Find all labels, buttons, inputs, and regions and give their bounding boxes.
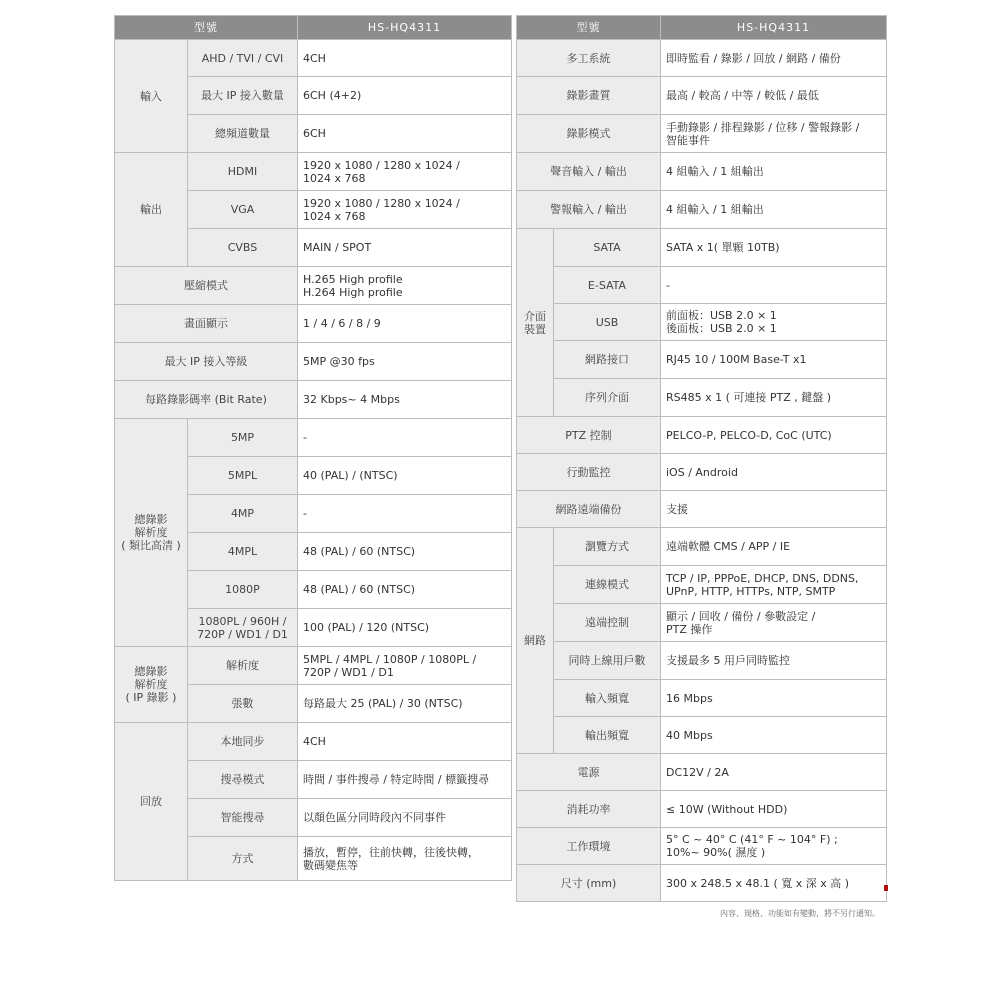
- spec-label: 每路錄影碼率 (Bit Rate): [115, 381, 298, 419]
- table-row: [517, 153, 887, 191]
- spec-category: 輸入: [115, 40, 188, 153]
- spec-category: 網路: [517, 528, 554, 754]
- spec-sublabel: VGA: [188, 191, 298, 229]
- spec-sublabel: 1080PL / 960H / 720P / WD1 / D1: [188, 609, 298, 647]
- spec-value: 4 組輸入 / 1 組輸出: [661, 191, 887, 229]
- spec-label: 最大 IP 接入等級: [115, 343, 298, 381]
- spec-value: TCP / IP, PPPoE, DHCP, DNS, DDNS, UPnP, HTTP, HTTPs, NTP, SMTP: [661, 566, 887, 604]
- spec-value: SATA x 1( 單顆 10TB): [661, 229, 887, 267]
- header-model-value: HS-HQ4311: [661, 16, 887, 40]
- table-row: [115, 305, 512, 343]
- corner-mark: [884, 885, 888, 891]
- table-row: [517, 828, 887, 865]
- spec-category: 總錄影 解析度 ( 類比高清 ): [115, 419, 188, 647]
- spec-table-left: [114, 15, 512, 881]
- header-model-label: 型號: [115, 16, 298, 40]
- spec-sublabel: 瀏覽方式: [554, 528, 661, 566]
- table-row: [115, 343, 512, 381]
- table-row: [517, 604, 887, 642]
- spec-sublabel: HDMI: [188, 153, 298, 191]
- spec-value: RJ45 10 / 100M Base-T x1: [661, 341, 887, 379]
- table-row: [517, 754, 887, 791]
- spec-value: 4CH: [298, 40, 512, 77]
- spec-label: 聲音輸入 / 輸出: [517, 153, 661, 191]
- table-header-row: [115, 16, 512, 40]
- spec-label: 消耗功率: [517, 791, 661, 828]
- spec-value: iOS / Android: [661, 454, 887, 491]
- spec-value: 5° C ~ 40° C (41° F ~ 104° F) ; 10%~ 90%( 濕度 ): [661, 828, 887, 865]
- spec-value: 48 (PAL) / 60 (NTSC): [298, 533, 512, 571]
- spec-value: 即時監看 / 錄影 / 回放 / 網路 / 備份: [661, 40, 887, 77]
- spec-value: 1 / 4 / 6 / 8 / 9: [298, 305, 512, 343]
- table-row: [517, 717, 887, 754]
- spec-value: -: [661, 267, 887, 304]
- spec-value: 遠端軟體 CMS / APP / IE: [661, 528, 887, 566]
- spec-sublabel: 連線模式: [554, 566, 661, 604]
- spec-label: 行動監控: [517, 454, 661, 491]
- header-model-label: 型號: [517, 16, 661, 40]
- table-row: [517, 229, 887, 267]
- table-row: [115, 647, 512, 685]
- table-row: [517, 40, 887, 77]
- spec-sublabel: 遠端控制: [554, 604, 661, 642]
- spec-value: 支援: [661, 491, 887, 528]
- table-row: [517, 680, 887, 717]
- table-row: [517, 304, 887, 341]
- spec-label: 錄影畫質: [517, 77, 661, 115]
- table-row: [115, 723, 512, 761]
- spec-value: 最高 / 較高 / 中等 / 較低 / 最低: [661, 77, 887, 115]
- table-row: [115, 267, 512, 305]
- spec-label: 網路遠端備份: [517, 491, 661, 528]
- spec-sublabel: 4MP: [188, 495, 298, 533]
- table-row: [517, 528, 887, 566]
- spec-sublabel: 網路接口: [554, 341, 661, 379]
- spec-label: 錄影模式: [517, 115, 661, 153]
- spec-label: 多工系統: [517, 40, 661, 77]
- spec-sublabel: 同時上線用戶數: [554, 642, 661, 680]
- spec-value: -: [298, 495, 512, 533]
- table-row: [517, 341, 887, 379]
- table-row: [517, 791, 887, 828]
- spec-sublabel: 方式: [188, 837, 298, 881]
- table-row: [517, 115, 887, 153]
- spec-sublabel: 輸入頻寬: [554, 680, 661, 717]
- spec-value: 播放，暫停，往前快轉，往後快轉， 數碼變焦等: [298, 837, 512, 881]
- table-row: [115, 381, 512, 419]
- spec-sublabel: 5MP: [188, 419, 298, 457]
- spec-sublabel: 本地同步: [188, 723, 298, 761]
- spec-table-right: [516, 15, 887, 902]
- spec-sublabel: E-SATA: [554, 267, 661, 304]
- spec-value: 前面板：USB 2.0 × 1 後面板：USB 2.0 × 1: [661, 304, 887, 341]
- spec-sublabel: USB: [554, 304, 661, 341]
- spec-sublabel: SATA: [554, 229, 661, 267]
- spec-value: 6CH (4+2): [298, 77, 512, 115]
- spec-value: DC12V / 2A: [661, 754, 887, 791]
- spec-value: 48 (PAL) / 60 (NTSC): [298, 571, 512, 609]
- table-row: [517, 865, 887, 902]
- spec-value: 6CH: [298, 115, 512, 153]
- spec-value: H.265 High profile H.264 High profile: [298, 267, 512, 305]
- spec-label: 電源: [517, 754, 661, 791]
- spec-value: 1920 x 1080 / 1280 x 1024 / 1024 x 768: [298, 153, 512, 191]
- spec-category: 回放: [115, 723, 188, 881]
- spec-value: MAIN / SPOT: [298, 229, 512, 267]
- spec-sublabel: CVBS: [188, 229, 298, 267]
- table-row: [115, 419, 512, 457]
- spec-sublabel: 總頻道數量: [188, 115, 298, 153]
- spec-sublabel: 1080P: [188, 571, 298, 609]
- spec-sublabel: 4MPL: [188, 533, 298, 571]
- table-row: [517, 191, 887, 229]
- spec-value: 300 x 248.5 x 48.1 ( 寬 x 深 x 高 ): [661, 865, 887, 902]
- spec-value: 40 (PAL) / (NTSC): [298, 457, 512, 495]
- table-row: [517, 267, 887, 304]
- spec-category: 介面 裝置: [517, 229, 554, 417]
- spec-value: -: [298, 419, 512, 457]
- spec-sublabel: 智能搜尋: [188, 799, 298, 837]
- spec-value: PELCO-P, PELCO-D, CoC (UTC): [661, 417, 887, 454]
- spec-label: PTZ 控制: [517, 417, 661, 454]
- spec-value: 4 組輸入 / 1 組輸出: [661, 153, 887, 191]
- spec-category: 輸出: [115, 153, 188, 267]
- spec-value: 32 Kbps~ 4 Mbps: [298, 381, 512, 419]
- spec-label: 尺寸 (mm): [517, 865, 661, 902]
- spec-sublabel: AHD / TVI / CVI: [188, 40, 298, 77]
- table-row: [517, 379, 887, 417]
- spec-sublabel: 序列介面: [554, 379, 661, 417]
- spec-sublabel: 最大 IP 接入數量: [188, 77, 298, 115]
- spec-value: 以顏色區分同時段內不同事件: [298, 799, 512, 837]
- spec-label: 畫面顯示: [115, 305, 298, 343]
- disclaimer-note: 內容、規格、功能如有變動，將不另行通知。: [720, 909, 880, 918]
- spec-value: 5MPL / 4MPL / 1080P / 1080PL / 720P / WD1 / D1: [298, 647, 512, 685]
- spec-category: 總錄影 解析度 ( IP 錄影 ): [115, 647, 188, 723]
- spec-label: 工作環境: [517, 828, 661, 865]
- table-row: [517, 417, 887, 454]
- table-row: [517, 642, 887, 680]
- spec-value: 5MP @30 fps: [298, 343, 512, 381]
- spec-sublabel: 5MPL: [188, 457, 298, 495]
- spec-value: 100 (PAL) / 120 (NTSC): [298, 609, 512, 647]
- spec-value: 時間 / 事件搜尋 / 特定時間 / 標籤搜尋: [298, 761, 512, 799]
- spec-sublabel: 搜尋模式: [188, 761, 298, 799]
- spec-value: 顯示 / 回收 / 備份 / 參數設定 / PTZ 操作: [661, 604, 887, 642]
- spec-value: RS485 x 1 ( 可連接 PTZ , 鍵盤 ): [661, 379, 887, 417]
- table-row: [517, 566, 887, 604]
- table-row: [115, 40, 512, 77]
- spec-sublabel: 解析度: [188, 647, 298, 685]
- spec-value: 支援最多 5 用戶同時監控: [661, 642, 887, 680]
- header-model-value: HS-HQ4311: [298, 16, 512, 40]
- table-row: [517, 77, 887, 115]
- spec-sublabel: 輸出頻寬: [554, 717, 661, 754]
- spec-value: 16 Mbps: [661, 680, 887, 717]
- spec-value: 每路最大 25 (PAL) / 30 (NTSC): [298, 685, 512, 723]
- table-row: [517, 491, 887, 528]
- table-header-row: [517, 16, 887, 40]
- spec-sublabel: 張數: [188, 685, 298, 723]
- spec-label: 警報輸入 / 輸出: [517, 191, 661, 229]
- spec-value: 1920 x 1080 / 1280 x 1024 / 1024 x 768: [298, 191, 512, 229]
- spec-value: 4CH: [298, 723, 512, 761]
- spec-value: ≤ 10W (Without HDD): [661, 791, 887, 828]
- table-row: [115, 153, 512, 191]
- spec-value: 40 Mbps: [661, 717, 887, 754]
- table-row: [517, 454, 887, 491]
- spec-label: 壓縮模式: [115, 267, 298, 305]
- spec-value: 手動錄影 / 排程錄影 / 位移 / 警報錄影 / 智能事件: [661, 115, 887, 153]
